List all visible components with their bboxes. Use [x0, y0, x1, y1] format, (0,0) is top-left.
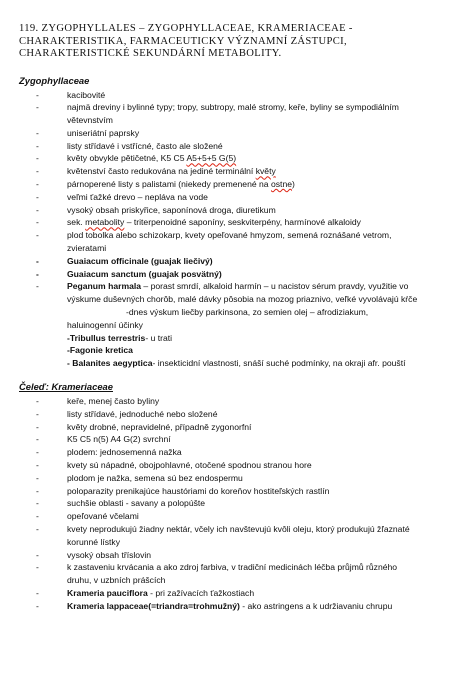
list-item: - květy drobné, nepravidelné, případně zygonorfní [36, 421, 252, 432]
list-item: - kacibovité [36, 89, 106, 100]
list-item: - Krameria lappaceae(=triandra=trohmužný) - ako astringens a k udržiavaniu chrupu [36, 600, 393, 611]
sub-item: -Fagonie kretica [67, 345, 133, 356]
list-item: - najmä dreviny i bylinné typy; tropy, subtropy, malé stromy, keře, byliny se sympodiálním větevnstvím [36, 102, 399, 126]
sub-item: -Tribullus terrestris- u trati [67, 332, 173, 343]
section-heading-krameriaceae: Čeleď: Krameriaceae [19, 381, 113, 393]
list-item: - K5 C5 n(5) A4 G(2) svrchní [36, 434, 171, 445]
continued-text: haluinogenní účinky [67, 319, 143, 330]
list-item: - suchšie oblasti - savany a polopúšte [36, 498, 206, 509]
list-item: - Guaiacum sanctum (guajak posvätný) [36, 268, 222, 279]
krameriaceae-list [19, 395, 443, 613]
title-line: 119. ZYGOPHYLLALES – ZYGOPHYLLACEAE, KRAMERIACEAE - [19, 23, 353, 34]
list-item: - keře, menej často byliny [36, 396, 160, 407]
list-item: - opeľované včelami [36, 511, 139, 522]
indented-text: -dnes výskum liečby parkinsona, zo semien olej – afrodiziakum, [126, 307, 369, 318]
list-item: - Guaiacum officinale (guajak liečivý) [36, 255, 213, 266]
title-line: CHARAKTERISTIKA, FARMACEUTICKY VÝZNAMNÍ ZÁSTUPCI, [19, 35, 348, 47]
list-item: - plod tobolka alebo schizokarp, kvety opeľované hmyzom, semená roznášané vetrom, zvieratami [36, 230, 392, 254]
zygophyllaceae-list [19, 89, 443, 307]
list-item: - listy střídavé i vstřícné, často ale složené [36, 140, 223, 151]
list-item: - květy obvykle pětičetné, K5 C5 A5+5+5 G(5) [36, 153, 237, 164]
title-line: CHARAKTERISTICKÉ SEKUNDÁRNÍ METABOLITY. [19, 48, 282, 59]
list-item: - párnoperené listy s palistami (niekedy premenené na ostne) [36, 179, 295, 190]
list-item: - poloparazity prenikajúce haustóriami do koreňov hostiteľských rastlín [36, 485, 330, 496]
list-item: - Peganum harmala – porast smrdí, alkaloid harmín – u nacistov sérum pravdy, využitie vo výskume duševných chorôb, malé dávky pôsobia na mozog priaznivo, veľké vyvolávajú kŕče [36, 281, 418, 305]
list-item: - vysoký obsah priskyřice, saponínová droga, diuretikum [36, 204, 276, 215]
list-item: - veľmi ťažké drevo – nepláva na vode [36, 191, 208, 202]
list-item: - sek. metabolity – triterpenoidné saponíny, seskviterpény, harmínové alkaloidy [36, 217, 361, 228]
list-item: - listy střídavé, jednoduché nebo složené [36, 408, 218, 419]
list-item: - vysoký obsah tříslovin [36, 549, 152, 560]
list-item: - k zastaveniu krvácania a ako zdroj farbiva, v tradiční medicinách léčba průjmů různého druhu, v uzbních prášcích [36, 562, 398, 586]
document-title [19, 23, 443, 61]
list-item: - uniseriátní paprsky [36, 127, 140, 138]
section-heading-zygophyllaceae: Zygophyllaceae [19, 74, 90, 86]
list-item: - kvety neprodukujú žiadny nektár, včely ich navštevujú kvôli oleju, ktorý produkujú žľaznaté korunné lístky [36, 524, 410, 547]
list-item: - Krameria pauciflora - pri zažívacích ťažkostiach [36, 587, 255, 598]
list-item: - kvety sú nápadné, obojpohlavné, otočené spodnou stranou hore [36, 460, 312, 471]
list-item: - plodem: jednosemenná nažka [36, 447, 182, 458]
list-item: - květenství často redukována na jediné terminální květy [36, 166, 276, 177]
list-item: - plodom je nažka, semena sú bez endospermu [36, 472, 243, 483]
sub-item: - Balanites aegyptica- insekticidní vlastnosti, snáší suché podmínky, na okraji afr. pouští [67, 358, 406, 369]
